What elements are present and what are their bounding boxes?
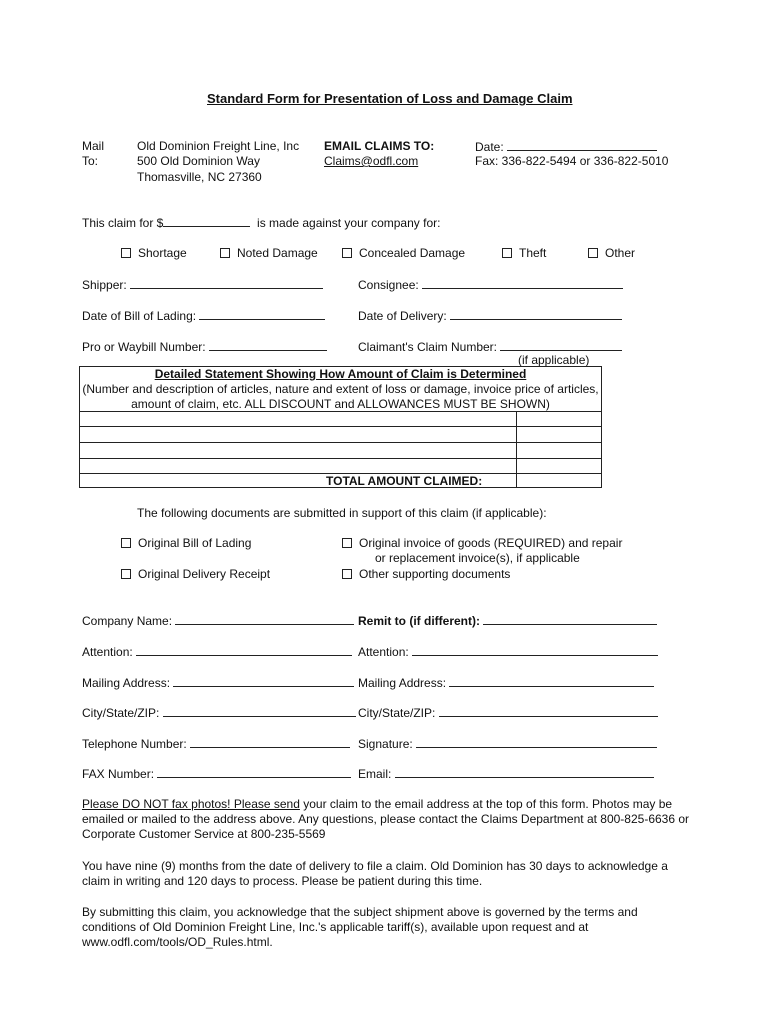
photo-notice-emphasis: Please DO NOT fax photos! Please send [82,797,300,811]
table-row-divider [80,426,601,427]
checkbox-icon [588,248,598,258]
field-line [483,613,657,625]
pro-number-field[interactable] [82,339,327,354]
checkbox-icon [502,248,512,258]
invoice-continuation: or replacement invoice(s), if applicable [375,551,580,565]
checkbox-other-documents[interactable] [342,567,510,581]
checkbox-icon [220,248,230,258]
field-label: Signature: [358,737,413,751]
claim-for-prefix: This claim for $ [82,216,164,230]
field-label: Date of Delivery: [358,309,447,323]
date-line [507,139,657,151]
city-state-zip-field[interactable] [82,705,356,720]
remit-to-field[interactable] [358,613,657,628]
checkbox-icon [121,569,131,579]
field-label: Email: [358,767,392,781]
remit-mailing-address-field[interactable] [358,675,654,690]
field-line [395,766,654,778]
checkbox-icon [121,248,131,258]
checkbox-label: Concealed Damage [359,246,466,260]
field-label: City/State/ZIP: [358,706,436,720]
checkbox-label: Theft [519,246,547,260]
consignee-field[interactable] [358,277,623,292]
field-label: Date of Bill of Lading: [82,309,197,323]
field-label: Attention: [82,645,133,659]
field-label: Claimant's Claim Number: [358,340,497,354]
table-column-divider [516,411,517,488]
mailing-address-field[interactable] [82,675,354,690]
remit-attention-field[interactable] [358,644,658,659]
address-line-3: Thomasville, NC 27360 [137,170,262,184]
field-line [130,277,323,289]
checkbox-label: Shortage [138,246,187,260]
delivery-date-field[interactable] [358,308,622,323]
checkbox-original-bill-of-lading[interactable] [121,536,251,550]
table-subheading-1: (Number and description of articles, nature and extent of loss or damage, invoice price of articles, [82,382,599,396]
checkbox-label: Other [605,246,636,260]
field-label: Company Name: [82,614,173,628]
table-heading: Detailed Statement Showing How Amount of Claim is Determined [154,367,527,381]
fax-number-field[interactable] [82,766,351,781]
total-amount-label: TOTAL AMOUNT CLAIMED: [326,474,483,488]
field-label: FAX Number: [82,767,155,781]
table-subheading-2: amount of claim, etc. ALL DISCOUNT and ALLOWANCES MUST BE SHOWN) [131,397,550,411]
checkbox-icon [342,248,352,258]
checkbox-original-delivery-receipt[interactable] [121,567,270,581]
checkbox-noted-damage[interactable] [220,246,318,260]
field-label: Telephone Number: [82,737,187,751]
page-title: Standard Form for Presentation of Loss and Damage Claim [207,91,573,106]
table-row-divider [80,458,601,459]
field-label: Remit to (if different): [358,614,480,628]
email-link[interactable]: Claims@odfl.com [324,154,419,168]
shipper-field[interactable] [82,277,323,292]
email-field[interactable] [358,766,654,781]
attention-field[interactable] [82,644,352,659]
field-line [175,613,354,625]
field-line [412,644,658,656]
fax-line: Fax: 336-822-5494 or 336-822-5010 [475,154,669,168]
to-label: To: [82,154,99,168]
field-label: Pro or Waybill Number: [82,340,206,354]
field-line [449,675,654,687]
checkbox-label: Original Bill of Lading [138,536,252,550]
checkbox-label: Original invoice of goods (REQUIRED) and repair [359,536,623,550]
checkbox-label: Noted Damage [237,246,318,260]
photo-notice-text: your claim to the email address at the top of this form. Photos may be emailed or mailed to the address above. Any questions, please contact the Claims Department at 800-825-6636 or Corporate Customer Service at 800-235-5569 [82,797,690,841]
photo-notice [82,797,692,842]
checkbox-label: Other supporting documents [359,567,511,581]
terms-notice: By submitting this claim, you acknowledge that the subject shipment above is governed by the terms and conditions of Old Dominion Freight Line, Inc.'s applicable tariff(s), available upon request and at www.odfl.com/tools/OD_Rules.html. [82,905,638,949]
checkbox-original-invoice[interactable] [342,536,622,550]
email-heading: EMAIL CLAIMS TO: [324,139,435,153]
field-line [199,308,325,320]
claimant-claim-number-field[interactable] [358,339,622,354]
checkbox-theft[interactable] [502,246,546,260]
field-label: Attention: [358,645,409,659]
company-name-field[interactable] [82,613,354,628]
field-label: Consignee: [358,278,419,292]
checkbox-other[interactable] [588,246,635,260]
claim-detail-table [79,366,602,488]
time-limit-notice: You have nine (9) months from the date of delivery to file a claim. Old Dominion has 30 days to acknowledge a claim in writing and 120 days to process. Please be patient during this time. [82,859,668,888]
checkbox-icon [342,538,352,548]
field-label: Mailing Address: [358,676,447,690]
field-line [209,339,327,351]
checkbox-label: Original Delivery Receipt [138,567,271,581]
field-label: City/State/ZIP: [82,706,160,720]
checkbox-shortage[interactable] [121,246,187,260]
checkbox-icon [342,569,352,579]
signature-field[interactable] [358,736,657,751]
docs-intro: The following documents are submitted in support of this claim (if applicable): [137,506,547,520]
mail-label: Mail [82,139,105,153]
claim-amount-line [163,215,250,227]
bill-of-lading-date-field[interactable] [82,308,325,323]
date-field[interactable] [475,139,657,154]
field-line [190,736,350,748]
field-line [422,277,623,289]
table-row-divider [80,442,601,443]
telephone-field[interactable] [82,736,350,751]
field-line [163,705,356,717]
field-line [450,308,622,320]
claim-for-suffix: is made against your company for: [257,216,441,230]
table-header [80,367,601,412]
field-line [416,736,657,748]
address-line-2: 500 Old Dominion Way [137,154,260,168]
checkbox-icon [121,538,131,548]
claim-amount-field[interactable] [82,215,440,230]
address-line-1: Old Dominion Freight Line, Inc [137,139,300,153]
field-line [439,705,658,717]
field-label: Shipper: [82,278,127,292]
field-label: Mailing Address: [82,676,171,690]
field-line [136,644,352,656]
field-line [500,339,622,351]
field-line [173,675,354,687]
field-line [157,766,351,778]
if-applicable-note: (if applicable) [518,353,590,367]
checkbox-concealed-damage[interactable] [342,246,465,260]
remit-city-state-zip-field[interactable] [358,705,658,720]
date-label: Date: [475,140,504,154]
